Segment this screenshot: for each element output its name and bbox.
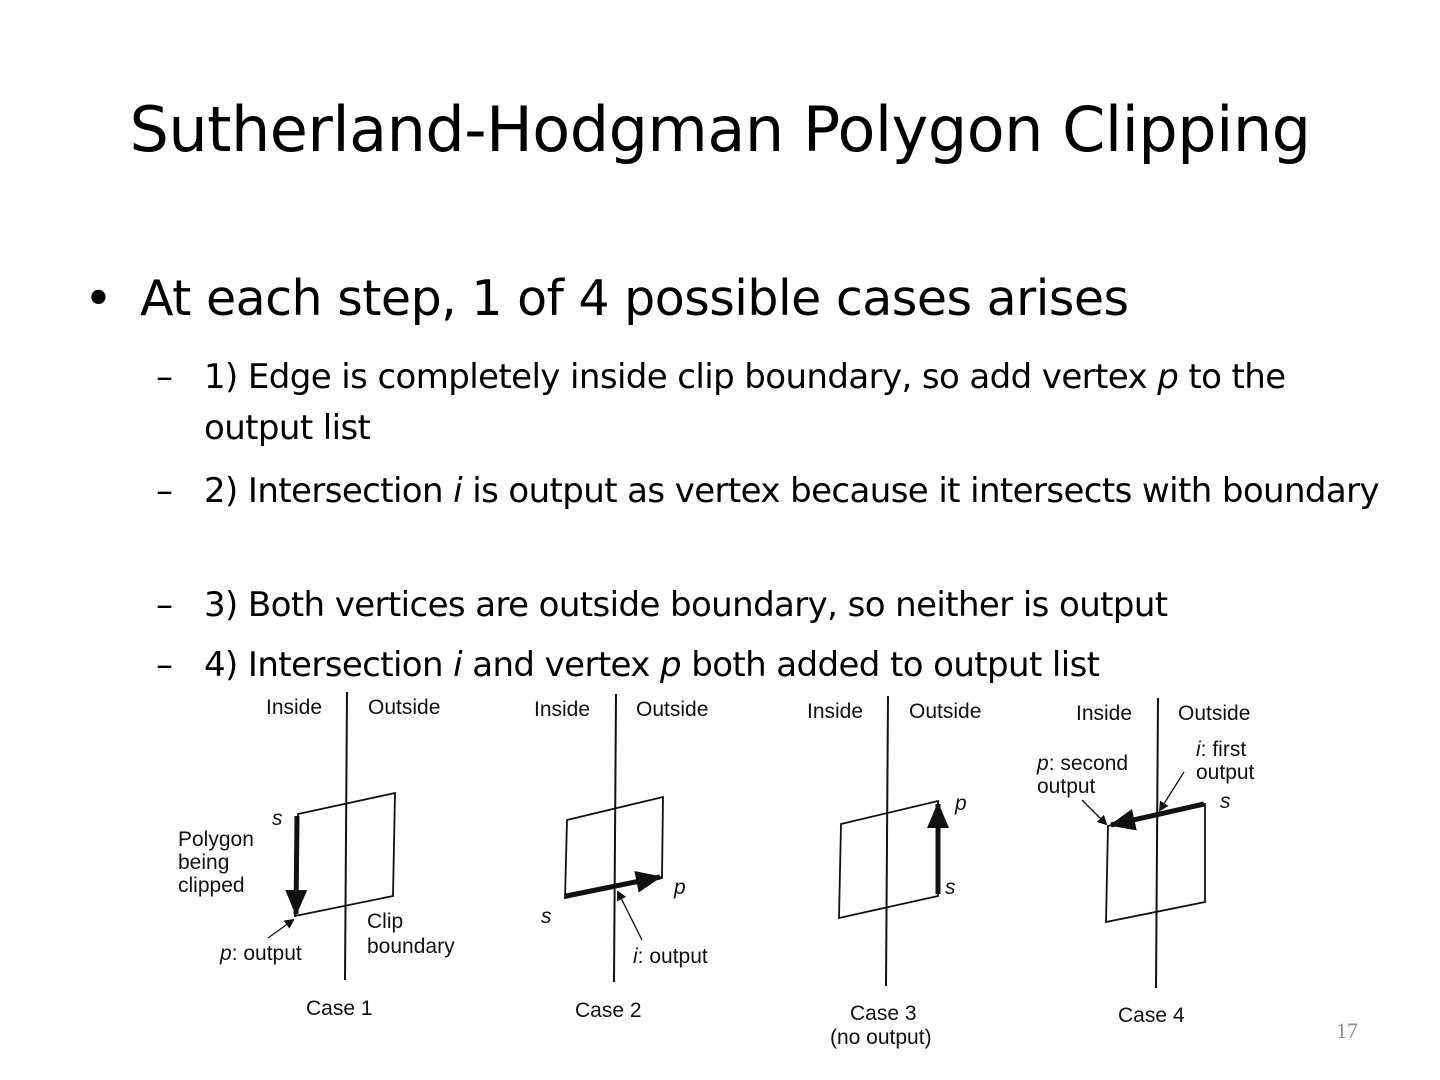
- clip-label-line1: Clip: [367, 910, 404, 933]
- sub-item-text: 1) Edge is completely inside clip boundary, so add vertex p to the output list: [204, 357, 1286, 448]
- second-output-line1: p: second: [1037, 752, 1129, 775]
- dash-marker: –: [156, 471, 173, 511]
- outside-label: Outside: [368, 696, 441, 719]
- case-subcaption: (no output): [830, 1026, 932, 1049]
- slide-title: Sutherland-Hodgman Polygon Clipping: [129, 93, 1311, 166]
- dash-marker: –: [156, 585, 173, 625]
- case-2: [534, 694, 708, 1022]
- sub-item-text: 2) Intersection i is output as vertex because it intersects with boundary: [204, 471, 1380, 511]
- clip-label-line2: boundary: [367, 935, 455, 958]
- inside-label: Inside: [1076, 702, 1133, 725]
- first-output-line2: output: [1196, 761, 1255, 784]
- first-output-pointer: [1160, 772, 1184, 810]
- case-1: [178, 692, 455, 1020]
- clipping-cases-figure: [0, 680, 1440, 1060]
- first-output-line1: i: first: [1196, 738, 1247, 761]
- intersection-pointer: [618, 892, 642, 940]
- outside-label: Outside: [909, 700, 982, 723]
- clip-boundary-line: [345, 692, 347, 980]
- second-output-pointer: [1082, 800, 1106, 824]
- edge-arrow: [296, 816, 297, 914]
- dash-marker: –: [156, 645, 173, 685]
- edge-arrow: [566, 877, 660, 896]
- case-caption: Case 4: [1118, 1004, 1185, 1027]
- inside-label: Inside: [266, 696, 323, 719]
- case-caption: Case 1: [306, 997, 373, 1020]
- clip-boundary-line: [886, 696, 888, 986]
- polygon-label-line2: being: [178, 851, 230, 874]
- page-number: 17: [1336, 1018, 1358, 1043]
- polygon-shape: [839, 801, 938, 918]
- polygon-label-line3: clipped: [178, 874, 245, 897]
- polygon-label-line1: Polygon: [178, 828, 254, 851]
- output-label: p: output: [220, 942, 302, 965]
- clip-boundary-line: [1156, 698, 1158, 988]
- case-4: [1036, 698, 1255, 1027]
- dash-marker: –: [156, 357, 173, 397]
- clip-boundary-line: [614, 694, 616, 982]
- output-label: i: output: [633, 945, 708, 968]
- var-p-label: p: [674, 876, 686, 899]
- main-bullet-text: At each step, 1 of 4 possible cases arises: [140, 270, 1129, 327]
- outside-label: Outside: [1178, 702, 1251, 725]
- case-caption: Case 2: [575, 999, 642, 1022]
- sub-item-text: 4) Intersection i and vertex p both added to output list: [204, 645, 1100, 685]
- var-s-label: s: [541, 905, 552, 928]
- var-s-label: s: [945, 876, 956, 899]
- output-pointer: [268, 920, 293, 938]
- sub-item-text: 3) Both vertices are outside boundary, so neither is output: [204, 585, 1168, 625]
- case-3: [807, 696, 981, 1049]
- inside-label: Inside: [807, 700, 864, 723]
- second-output-line2: output: [1037, 775, 1096, 798]
- outside-label: Outside: [636, 698, 709, 721]
- var-s-label: s: [272, 807, 283, 830]
- var-s-label: s: [1220, 790, 1231, 813]
- inside-label: Inside: [534, 698, 591, 721]
- var-p-label: p: [955, 792, 967, 815]
- case-caption: Case 3: [850, 1002, 917, 1025]
- bullet-dot: •: [84, 270, 113, 327]
